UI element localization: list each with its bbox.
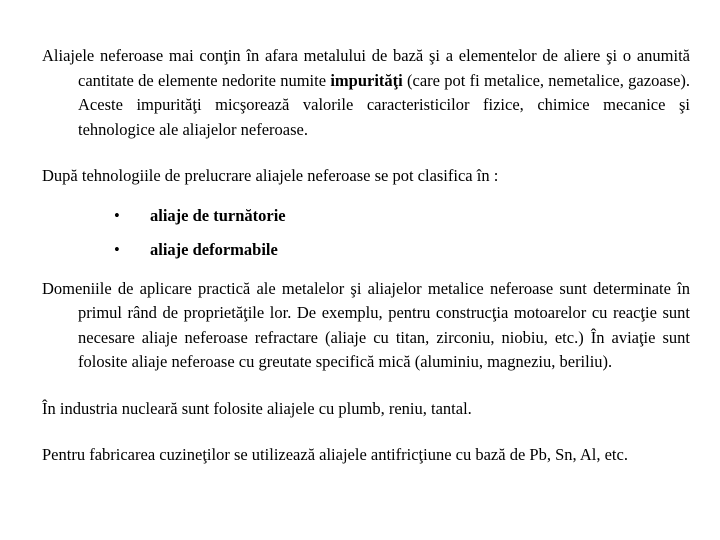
paragraph-bearings: Pentru fabricarea cuzineţilor se utilizează aliajele antifricţiune cu bază de Pb, Sn, Al, etc.: [42, 445, 628, 464]
document-page: [42, 44, 690, 468]
list-item-deformable-alloys: [42, 233, 690, 267]
impurities-term: impurităţi: [330, 70, 403, 90]
list-item-label: aliaje de turnătorie: [150, 205, 286, 225]
paragraph-impurities-text-start: Aliajele neferoase mai conţin în afara metalului de bază şi a elementelor de aliere şi o anumită cantitate de elemente nedorite numite: [42, 46, 690, 90]
paragraph-impurities-text-end: (care pot fi metalice, nemetalice, gazoase). Aceste impurităţi micşorează valorile caracteristicilor fizice, chimice mecanice şi tehnologice ale aliajelor neferoase.: [78, 70, 691, 139]
paragraph-applications: Domeniile de aplicare practică ale metalelor şi aliajelor metalice neferoase sunt determinate în primul rând de proprietăţile lor. De exemplu, pentru construcţia motoarelor cu reacţie sunt necesare aliaje neferoase refractare (aliaje cu titan, zirconiu, niobiu, etc.) În aviaţie sunt folosite aliaje neferoase cu greutate specifică mică (aluminiu, magneziu, beriliu).: [42, 278, 690, 371]
bullet-icon: •: [114, 239, 120, 259]
paragraph-nuclear-industry: În industria nucleară sunt folosite aliajele cu plumb, reniu, tantal.: [42, 398, 472, 418]
list-item-label: aliaje deformabile: [150, 239, 278, 259]
paragraph-classification: După tehnologiile de prelucrare aliajele neferoase se pot clasifica în :: [42, 166, 499, 185]
bullet-icon: •: [114, 205, 120, 225]
classification-list: [42, 199, 690, 267]
paragraph-impurities: [42, 44, 690, 142]
list-item-casting-alloys: [42, 199, 690, 233]
